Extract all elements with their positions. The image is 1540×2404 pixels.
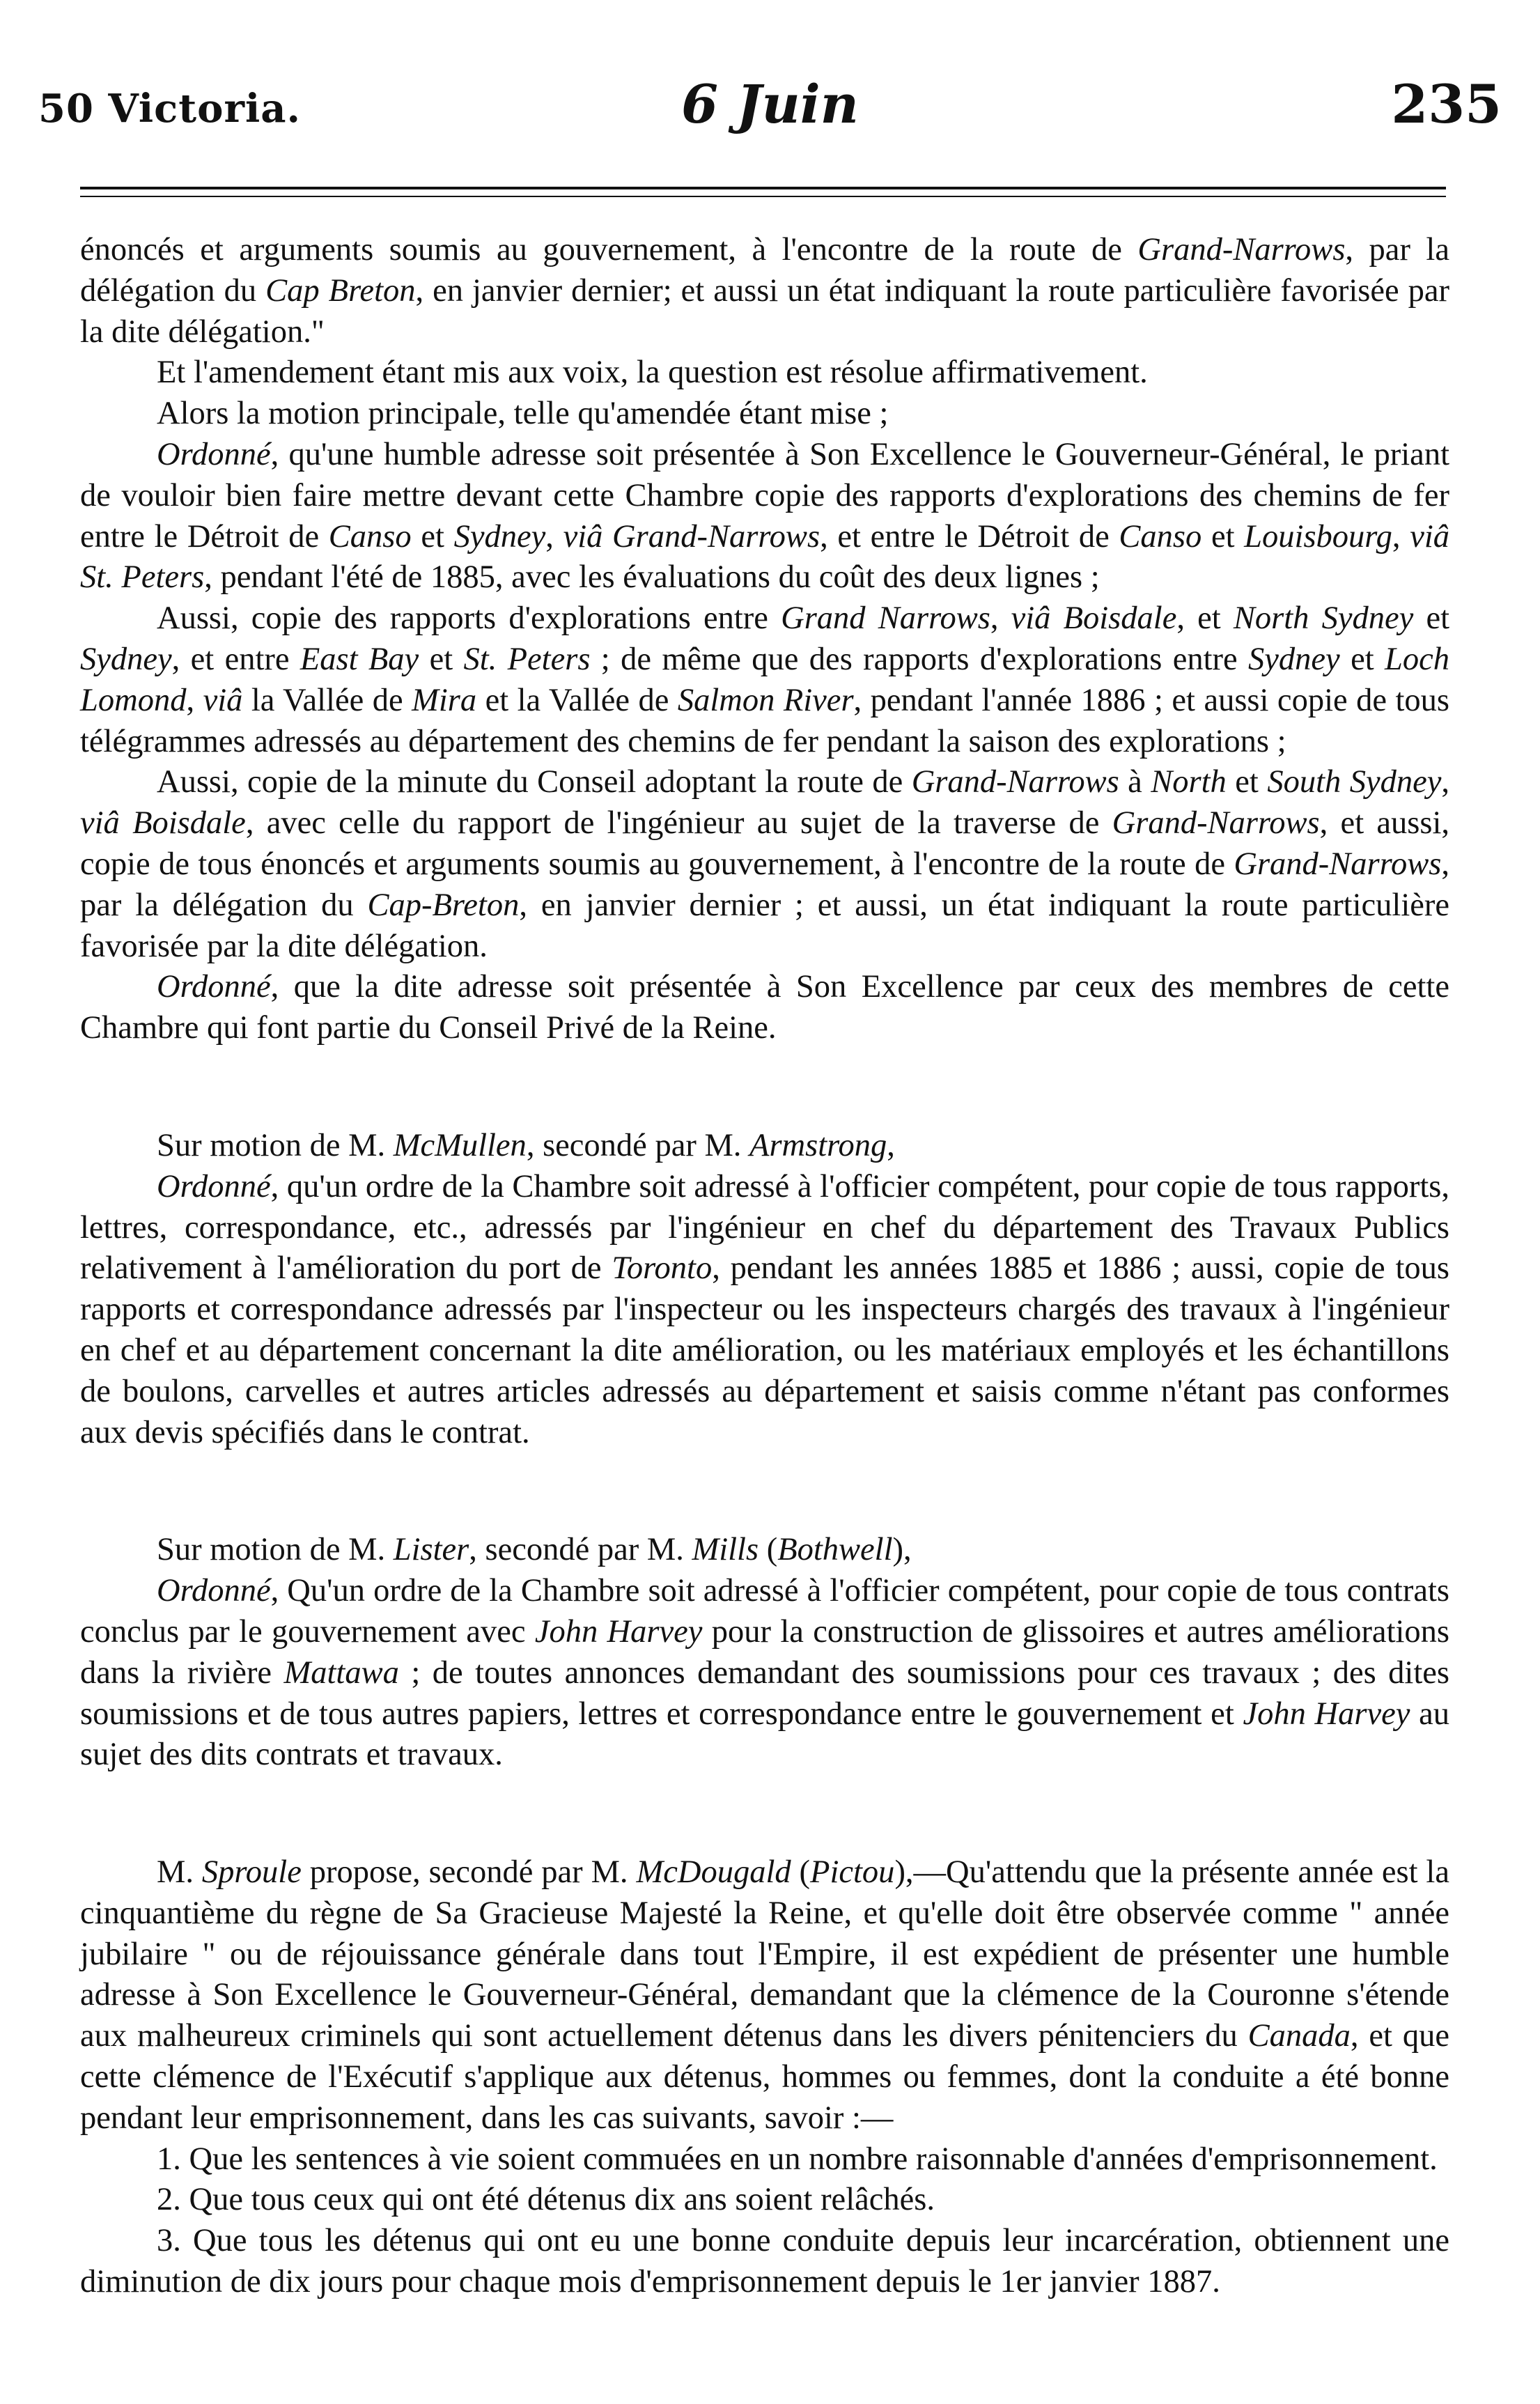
text-run: 3. Que tous les détenus qui ont eu une bonne conduite depuis leur incarcération, obtiennent une diminution de dix jours pour chaque mois d'emprisonnement depuis le 1er janvier 1887.: [80, 2223, 1449, 2300]
text-run: ,: [545, 518, 563, 555]
paragraph-p6: [80, 762, 1449, 967]
paragraph-p11: [80, 1571, 1449, 1776]
text-run: la Vallée de: [242, 682, 412, 718]
text-run: , qu'un ordre de la Chambre soit adressé à l'officier compétent, pour copie de tous rapports, lettres, correspondance, etc., adressés par l'ingénieur en chef du département des Travaux Publics relativement à l'amélioration du port de: [80, 1168, 1449, 1287]
italic-run: Bothwell: [777, 1532, 893, 1568]
text-run: , secondé par M.: [469, 1532, 692, 1568]
text-run: et: [411, 518, 454, 555]
paragraph-p1: [80, 230, 1449, 352]
italic-run: East Bay: [300, 641, 419, 677]
text-run: et la Vallée de: [476, 682, 678, 718]
italic-run: viâ Boisdale: [1011, 600, 1177, 637]
italic-run: Mattawa: [283, 1654, 399, 1691]
text-run: , qu'une humble adresse soit présentée à Son Excellence le Gouverneur-Général, le priant de vouloir bien faire mettre devant cette Chambre copie des rapports d'explorations des chemins de fer entre le Détroit de: [80, 436, 1449, 555]
text-run: ,: [887, 1127, 895, 1163]
text-run: pour la construction de glissoires et autres améliorations dans la rivière: [80, 1613, 1449, 1691]
text-run: ,: [186, 682, 203, 718]
italic-run: Mira: [412, 682, 477, 718]
italic-run: Grand-Narrows: [1112, 805, 1320, 842]
session-label: 50 Victoria.: [38, 86, 302, 132]
italic-run: Canso: [1119, 518, 1202, 555]
text-run: , secondé par M.: [526, 1127, 750, 1163]
italic-run: Grand-Narrows: [1137, 232, 1346, 267]
paragraph-p7: [80, 967, 1449, 1049]
italic-run: Pictou: [810, 1854, 895, 1891]
italic-run: Ordonné: [157, 969, 271, 1005]
italic-run: John Harvey: [1243, 1696, 1410, 1732]
text-run: Alors la motion principale, telle qu'amendée étant mise ;: [157, 396, 889, 432]
section-gap: [80, 1776, 1449, 1852]
italic-run: Ordonné: [157, 1168, 271, 1204]
text-run: et: [1226, 764, 1268, 800]
text-run: (: [791, 1854, 811, 1891]
text-run: à: [1119, 764, 1151, 800]
body-text: [80, 230, 1449, 2303]
text-run: , et aussi, copie de tous énoncés et arguments soumis au gouvernement, à l'encontre de la route de: [80, 805, 1450, 882]
italic-run: Loch Lomond: [80, 641, 1449, 718]
italic-run: Armstrong: [749, 1127, 887, 1163]
date-label: 6 Juin: [681, 73, 859, 135]
italic-run: viâ Grand-Narrows: [563, 518, 820, 555]
text-run: propose, secondé par M.: [301, 1854, 637, 1891]
text-run: , en janvier dernier; et aussi un état indiquant la route particulière favorisée par la dite délégation.": [80, 272, 1449, 350]
text-run: ),—Qu'attendu que la présente année est la cinquantième du règne de Sa Gracieuse Majesté la Reine, et qu'elle doit être observée comme " année jubilaire " ou de réjouissance générale dans tout l'Empire, il est expédient de présenter une humble adresse à Son Excellence le Gouverneur-Général, demandant que la clémence de la Couronne s'étende aux malheureux criminels qui sont actuellement détenus dans les divers pénitenciers du: [80, 1854, 1449, 2054]
paragraph-p12: [80, 1852, 1449, 2139]
italic-run: North Sydney: [1233, 600, 1414, 637]
text-run: , et: [1176, 600, 1234, 637]
text-run: ),: [892, 1532, 912, 1568]
italic-run: Canada: [1247, 2018, 1351, 2054]
header-rule-thick: [80, 187, 1446, 189]
text-run: énoncés et arguments soumis au gouvernement, à l'encontre de la route de: [80, 232, 1138, 267]
italic-run: Sydney: [453, 518, 546, 555]
text-run: (: [759, 1532, 778, 1568]
text-run: , par la délégation du: [80, 846, 1449, 923]
paragraph-p3: [80, 394, 1449, 435]
italic-run: Cap Breton: [265, 272, 416, 309]
italic-run: viâ St. Peters: [80, 518, 1450, 596]
italic-run: Salmon River: [677, 682, 854, 718]
paragraph-p5: [80, 598, 1449, 762]
text-run: , que la dite adresse soit présentée à Son Excellence par ceux des membres de cette Chambre qui font partie du Conseil Privé de la Reine.: [80, 969, 1449, 1046]
italic-run: Lister: [393, 1532, 469, 1568]
text-run: ,: [1441, 764, 1449, 800]
italic-run: Sydney: [1248, 641, 1340, 677]
text-run: ; de même que des rapports d'explorations entre: [590, 641, 1249, 677]
text-run: au sujet des dits contrats et travaux.: [80, 1696, 1450, 1773]
italic-run: McMullen: [393, 1127, 527, 1163]
text-run: M.: [157, 1854, 202, 1891]
italic-run: McDougald: [636, 1854, 791, 1891]
text-run: 1. Que les sentences à vie soient commuées en un nombre raisonnable d'années d'emprisonnement.: [157, 2141, 1438, 2177]
italic-run: Grand-Narrows: [1234, 846, 1442, 882]
text-run: , Qu'un ordre de la Chambre soit adressé à l'officier compétent, pour copie de tous contrats conclus par le gouvernement avec: [80, 1573, 1449, 1650]
italic-run: viâ Boisdale: [80, 805, 246, 842]
italic-run: viâ: [203, 682, 243, 718]
italic-run: St. Peters: [463, 641, 591, 677]
text-run: , par la délégation du: [80, 232, 1449, 309]
italic-run: John Harvey: [534, 1613, 703, 1650]
header-rule-thin: [80, 196, 1446, 197]
text-run: , et entre le Détroit de: [820, 518, 1119, 555]
paragraph-p14: [80, 2180, 1449, 2221]
text-run: Et l'amendement étant mis aux voix, la question est résolue affirmativement.: [157, 355, 1148, 391]
text-run: ,: [1392, 518, 1410, 555]
paragraph-p9: [80, 1167, 1449, 1454]
text-run: et: [1201, 518, 1245, 555]
text-run: , en janvier dernier ; et aussi, un état indiquant la route particulière favorisée par la dite délégation.: [80, 887, 1450, 964]
text-run: et: [1413, 600, 1449, 637]
text-run: ; de toutes annonces demandant des soumissions pour ces travaux ; des dites soumissions et de tous autres papiers, lettres et correspondance entre le gouvernement et: [80, 1654, 1449, 1732]
italic-run: Ordonné: [157, 436, 271, 472]
text-run: et: [1339, 641, 1385, 677]
paragraph-p15: [80, 2221, 1449, 2303]
paragraph-p8: [80, 1126, 1449, 1167]
italic-run: Cap-Breton: [367, 887, 520, 923]
page-number: 235: [1391, 73, 1502, 135]
text-run: Aussi, copie de la minute du Conseil adoptant la route de: [157, 764, 912, 800]
text-run: ,: [990, 600, 1011, 637]
paragraph-p4: [80, 435, 1449, 598]
paragraph-p10: [80, 1530, 1449, 1571]
page-header: [38, 66, 1502, 143]
italic-run: Toronto: [612, 1250, 713, 1287]
italic-run: Grand-Narrows: [911, 764, 1119, 800]
text-run: et: [419, 641, 464, 677]
section-gap: [80, 1049, 1449, 1126]
text-run: , pendant les années 1885 et 1886 ; aussi, copie de tous rapports et correspondance adressés par l'inspecteur ou les inspecteurs chargés des travaux à l'ingénieur en chef et au département concernant la dite amélioration, ou les matériaux employés et les échantillons de boulons, carvelles et autres articles adressés au département et saisis comme n'étant pas conformes aux devis spécifiés dans le contrat.: [80, 1250, 1449, 1450]
italic-run: Sproule: [201, 1854, 302, 1891]
italic-run: Mills: [692, 1532, 759, 1568]
section-gap: [80, 1453, 1449, 1530]
text-run: Aussi, copie des rapports d'explorations entre: [157, 600, 781, 637]
italic-run: Sydney: [80, 641, 172, 677]
italic-run: South Sydney: [1267, 764, 1442, 800]
italic-run: North: [1151, 764, 1227, 800]
text-run: , avec celle du rapport de l'ingénieur au sujet de la traverse de: [245, 805, 1112, 842]
text-run: , et entre: [171, 641, 300, 677]
italic-run: Canso: [328, 518, 412, 555]
italic-run: Louisbourg: [1244, 518, 1392, 555]
italic-run: Ordonné: [157, 1573, 271, 1609]
text-run: , et que cette clémence de l'Exécutif s'applique aux détenus, hommes ou femmes, dont la conduite a été bonne pendant leur emprisonnement, dans les cas suivants, savoir :—: [80, 2018, 1449, 2136]
paragraph-p2: [80, 352, 1449, 394]
paragraph-p13: [80, 2139, 1449, 2180]
text-run: Sur motion de M.: [157, 1127, 394, 1163]
text-run: , pendant l'année 1886 ; et aussi copie de tous télégrammes adressés au département des chemins de fer pendant la saison des explorations ;: [80, 682, 1449, 759]
text-run: Sur motion de M.: [157, 1532, 394, 1568]
text-run: 2. Que tous ceux qui ont été détenus dix ans soient relâchés.: [157, 2182, 935, 2218]
text-run: , pendant l'été de 1885, avec les évaluations du coût des deux lignes ;: [204, 559, 1100, 596]
italic-run: Grand Narrows: [781, 600, 990, 637]
